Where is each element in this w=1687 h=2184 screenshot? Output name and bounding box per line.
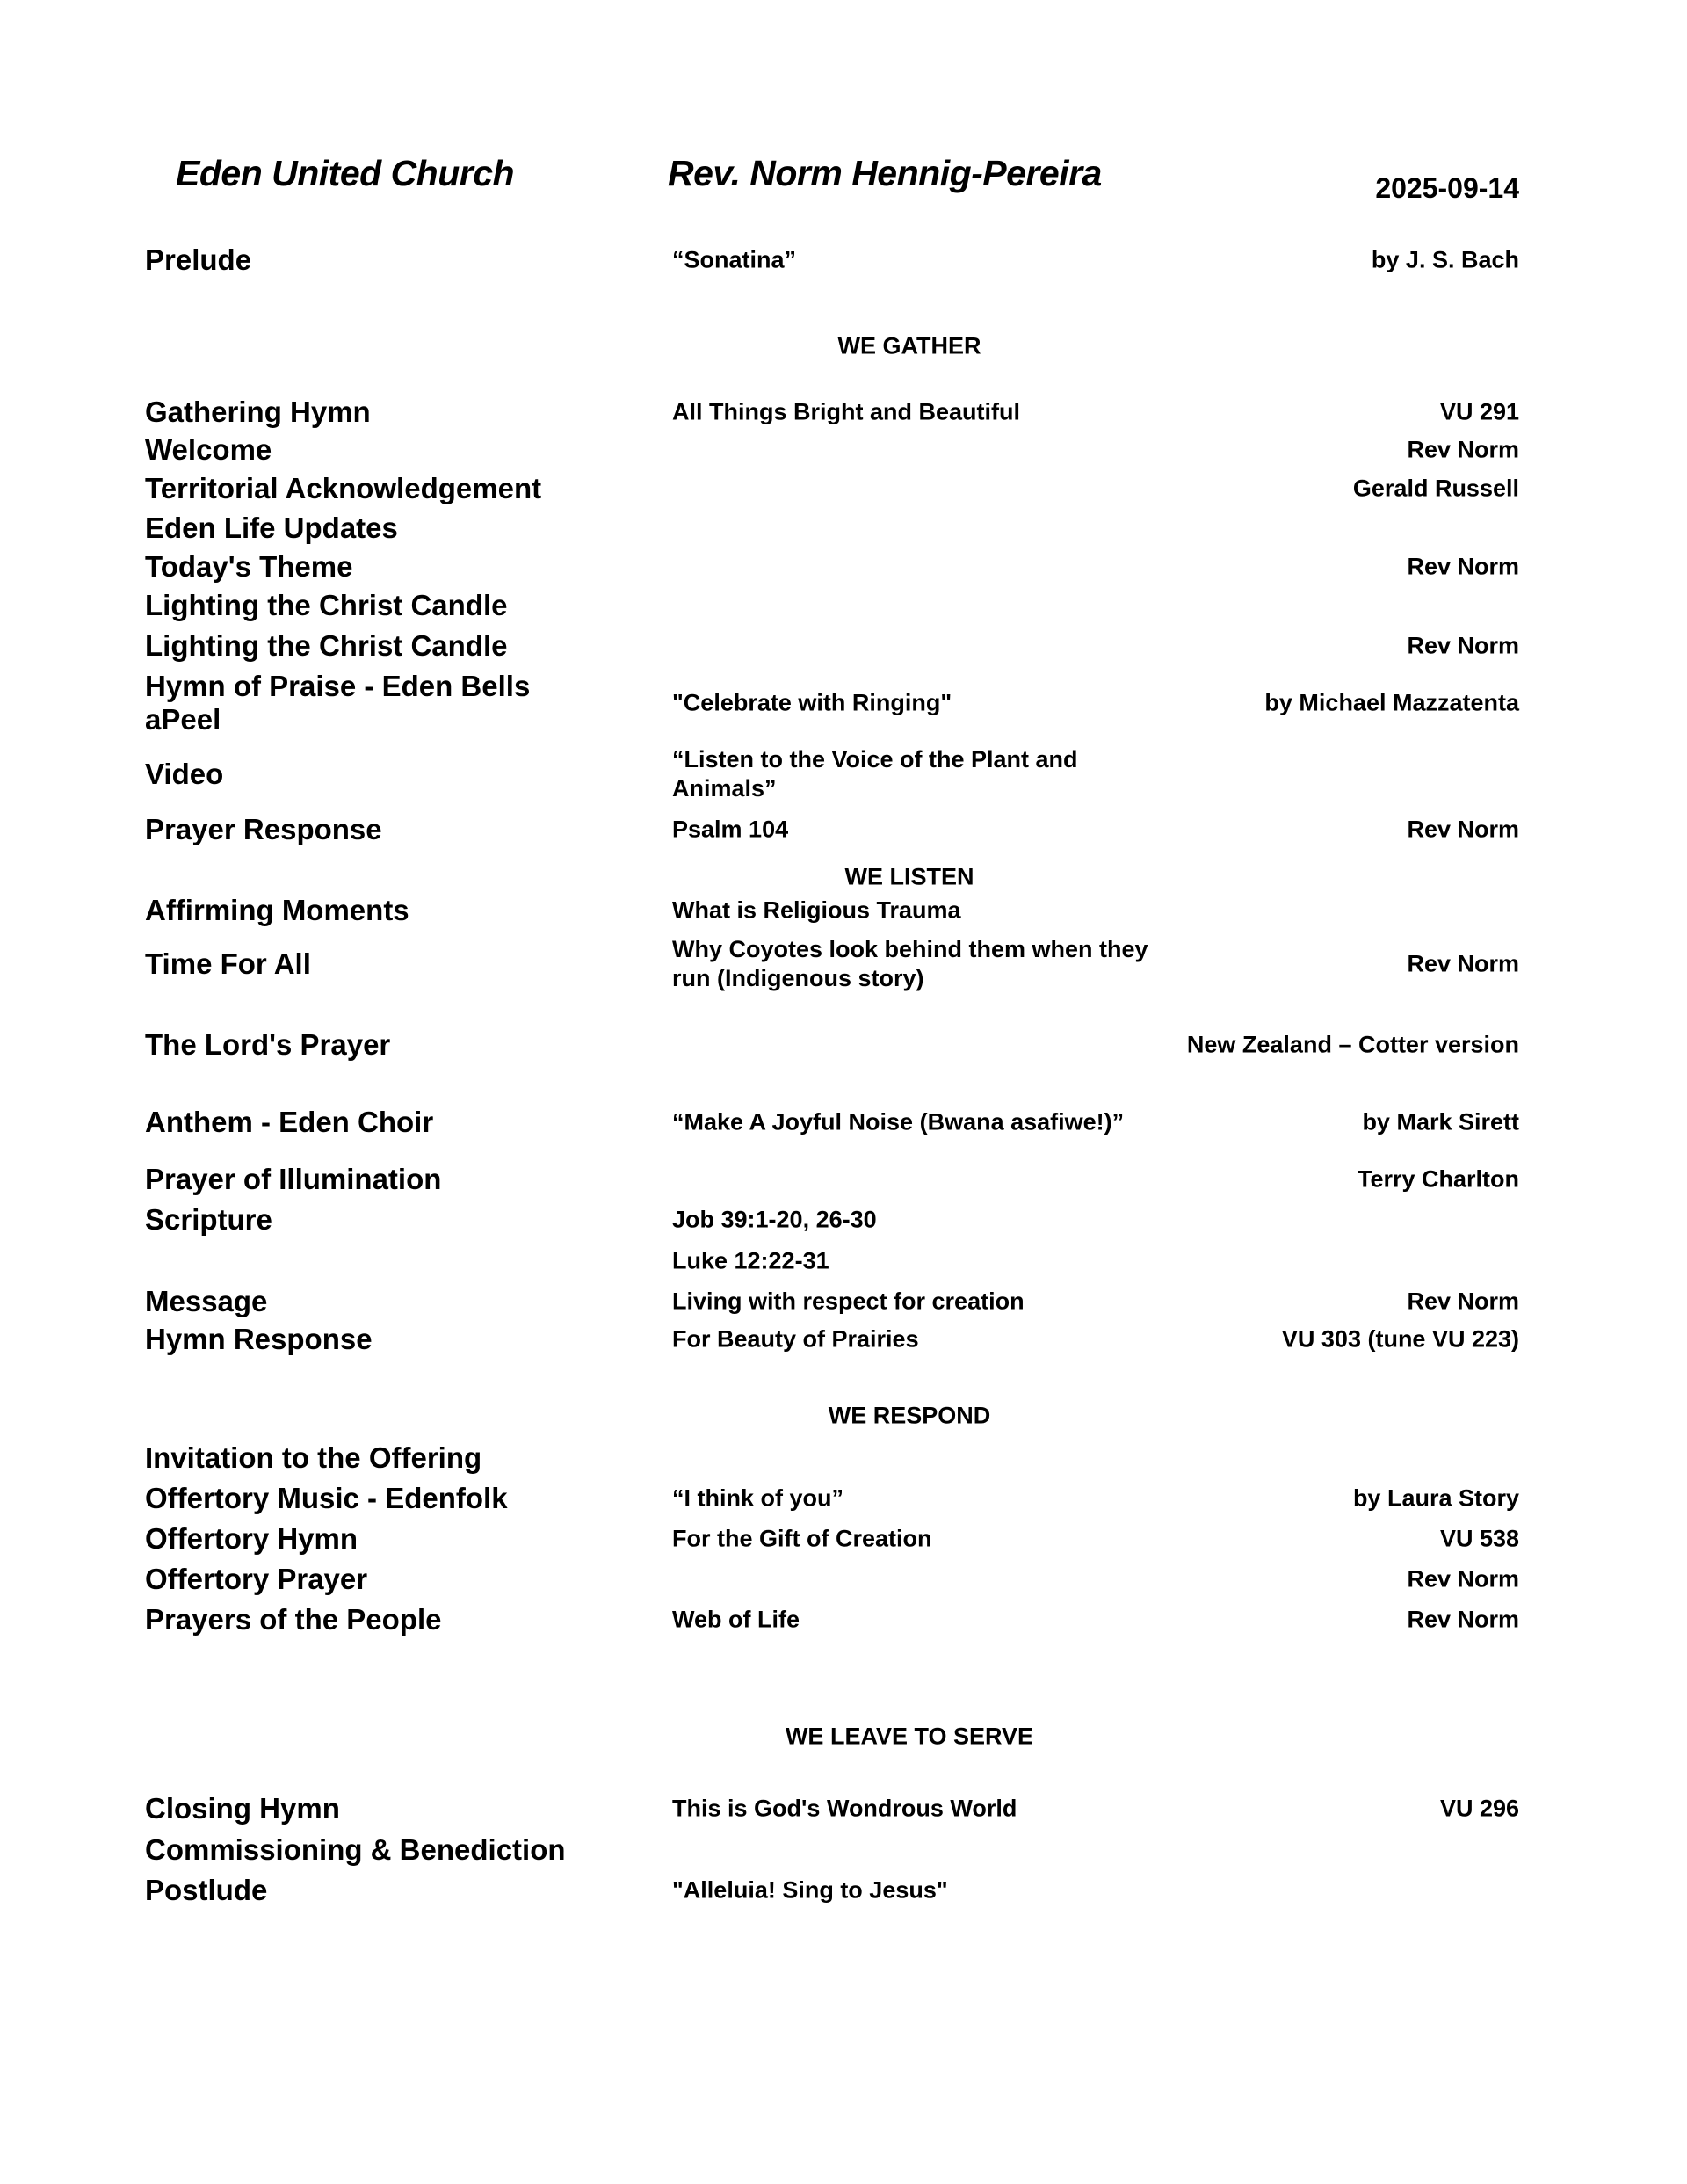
section-heading-listen: WE LISTEN	[844, 863, 974, 890]
section-heading-respond: WE RESPOND	[828, 1402, 991, 1429]
item-leader: Rev Norm	[1407, 950, 1519, 977]
item-leader: Rev Norm	[1407, 1288, 1519, 1315]
item-detail: For Beauty of Prairies	[672, 1325, 919, 1353]
item-label: Eden Life Updates	[145, 512, 398, 544]
item-label: Hymn Response	[145, 1323, 373, 1355]
minister-name: Rev. Norm Hennig-Pereira	[668, 153, 1102, 193]
item-detail: “Listen to the Voice of the Plant and Animals”	[672, 746, 1078, 802]
item-detail: "Celebrate with Ringing"	[672, 689, 952, 716]
item-leader: by Mark Sirett	[1362, 1108, 1519, 1136]
item-leader: Rev Norm	[1407, 1565, 1519, 1593]
item-detail: Luke 12:22-31	[672, 1247, 829, 1274]
item-label: Welcome	[145, 433, 272, 466]
item-label: Today's Theme	[145, 550, 353, 583]
item-detail: “Make A Joyful Noise (Bwana asafiwe!)”	[672, 1108, 1125, 1136]
item-label: Affirming Moments	[145, 894, 409, 926]
item-leader: Rev Norm	[1407, 1606, 1519, 1633]
item-label: Message	[145, 1285, 268, 1317]
item-label: Offertory Music - Edenfolk	[145, 1482, 508, 1514]
item-leader: by Michael Mazzatenta	[1264, 689, 1519, 716]
section-heading-leave: WE LEAVE TO SERVE	[785, 1723, 1034, 1750]
item-label: Time For All	[145, 947, 311, 980]
item-detail: "Alleluia! Sing to Jesus"	[672, 1876, 948, 1904]
item-leader: VU 303 (tune VU 223)	[1281, 1325, 1519, 1353]
item-leader: VU 538	[1439, 1525, 1519, 1552]
item-leader: New Zealand – Cotter version	[1186, 1031, 1519, 1058]
church-name: Eden United Church	[176, 153, 515, 193]
item-label: Lighting the Christ Candle	[145, 589, 508, 621]
item-detail: Job 39:1-20, 26-30	[672, 1206, 877, 1233]
item-label: Prayer Response	[145, 813, 382, 845]
item-label: Hymn of Praise - Eden Bells aPeel	[145, 670, 531, 736]
item-label: Invitation to the Offering	[145, 1441, 482, 1474]
item-label: Prelude	[145, 243, 252, 276]
service-date: 2025-09-14	[1375, 172, 1519, 204]
item-detail: Living with respect for creation	[672, 1288, 1025, 1315]
item-leader: Rev Norm	[1407, 553, 1519, 580]
item-leader: by Laura Story	[1352, 1484, 1519, 1512]
item-leader: Rev Norm	[1407, 816, 1519, 843]
item-label: Anthem - Eden Choir	[145, 1106, 434, 1138]
item-detail: Web of Life	[672, 1606, 800, 1633]
item-detail: All Things Bright and Beautiful	[672, 398, 1020, 425]
item-label: Commissioning & Benediction	[145, 1833, 566, 1866]
item-label: Gathering Hymn	[145, 395, 371, 428]
item-label: Prayer of Illumination	[145, 1163, 442, 1195]
item-leader: Rev Norm	[1407, 632, 1519, 659]
item-label: Lighting the Christ Candle	[145, 629, 508, 662]
item-label: Postlude	[145, 1874, 268, 1906]
item-detail: “I think of you”	[672, 1484, 844, 1512]
item-label: Scripture	[145, 1203, 272, 1236]
item-leader: Rev Norm	[1407, 436, 1519, 463]
item-leader: by J. S. Bach	[1371, 246, 1519, 273]
item-leader: VU 296	[1439, 1795, 1519, 1822]
section-heading-gather: WE GATHER	[837, 332, 981, 359]
item-label: Offertory Prayer	[145, 1563, 368, 1595]
item-detail: What is Religious Trauma	[672, 896, 961, 924]
item-leader: Terry Charlton	[1357, 1165, 1519, 1193]
item-label: Offertory Hymn	[145, 1522, 358, 1555]
item-detail: “Sonatina”	[672, 246, 797, 273]
item-label: Territorial Acknowledgement	[145, 472, 542, 504]
item-label: Prayers of the People	[145, 1603, 442, 1636]
item-leader: VU 291	[1439, 398, 1519, 425]
item-leader: Gerald Russell	[1352, 475, 1519, 502]
item-label: Video	[145, 758, 224, 790]
item-detail: This is God's Wondrous World	[672, 1795, 1017, 1822]
item-label: Closing Hymn	[145, 1792, 340, 1825]
item-detail: For the Gift of Creation	[672, 1525, 932, 1552]
item-detail: Psalm 104	[672, 816, 789, 843]
item-label: The Lord's Prayer	[145, 1028, 391, 1061]
item-detail: Why Coyotes look behind them when they run (Indigenous story)	[672, 936, 1148, 991]
